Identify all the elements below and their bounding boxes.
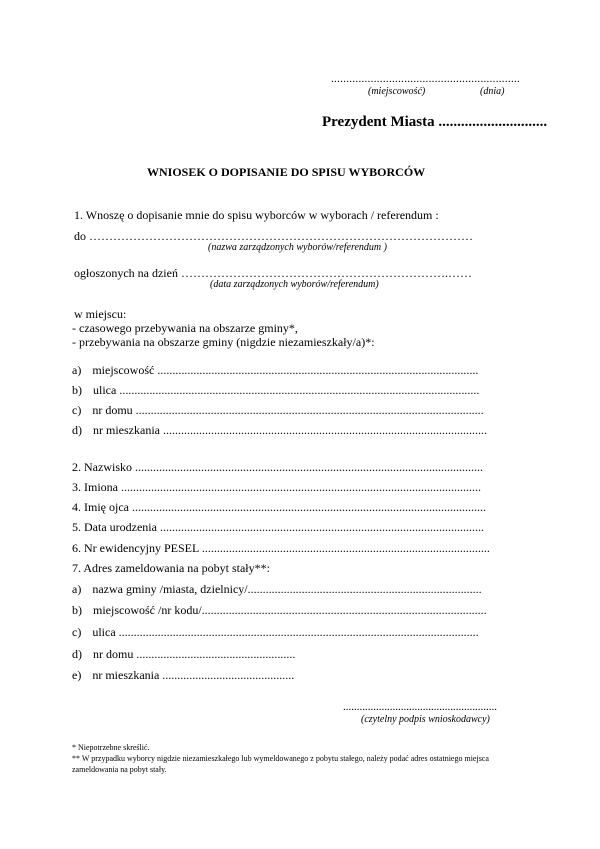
field-letter: b) [72, 603, 82, 617]
field-letter: b) [72, 383, 82, 397]
address-field-text: nr mieszkania ............................................................................................................ [93, 423, 487, 437]
registered-field-text: nazwa gminy /miasta, dzielnicy/.............................................................................. [92, 582, 482, 596]
registered-field-text: nr domu ..................................................... [93, 647, 296, 661]
footnote-2-line-2: zameldowania na pobyt stały. [72, 765, 167, 774]
election-date-field: ogłoszonych na dzień ………………………………………………………….…… [74, 266, 472, 280]
registered-field-row [72, 603, 487, 618]
field-letter: d) [72, 423, 82, 437]
election-name-caption: (nazwa zarządzonych wyborów/referendum ) [208, 242, 387, 253]
first-names-field: 3. Imiona ........................................................................................................................ [72, 480, 481, 494]
page-title: WNIOSEK O DOPISANIE DO SPISU WYBORCÓW [147, 165, 426, 179]
request-line: 1. Wnoszę o dopisanie mnie do spisu wyborców w wyborach / referendum : [74, 208, 439, 222]
place-option-homeless: - przebywania na obszarze gminy (nigdzie niezamieszkały/a)*: [72, 335, 375, 349]
signature-label: (czytelny podpis wnioskodawcy) [361, 714, 490, 725]
address-field-row [72, 403, 484, 418]
place-label: (miejscowość) [368, 86, 426, 97]
signature-dotted-line: ........................................................ [343, 701, 497, 713]
election-name-field: do …………………………………………………………………………………… [74, 229, 473, 243]
address-field-row [72, 363, 478, 378]
registered-field-row [72, 647, 295, 662]
field-letter: c) [72, 625, 82, 639]
place-label: w miejscu: [74, 307, 127, 321]
field-letter: a) [72, 582, 82, 596]
registered-address-label: 7. Adres zameldowania na pobyt stały**: [72, 561, 270, 575]
father-name-field: 4. Imię ojca ...................................................................................................................... [72, 500, 486, 514]
registered-field-row [72, 625, 479, 640]
footnote-1: * Niepotrzebne skreślić. [72, 743, 150, 752]
address-field-text: ulica ........................................................................................................................ [93, 383, 480, 397]
surname-field: 2. Nazwisko .................................................................................................................... [72, 460, 483, 474]
registered-field-text: ulica ........................................................................................................................ [92, 625, 479, 639]
field-letter: a) [72, 363, 82, 377]
registered-field-row [72, 582, 482, 597]
birth-date-field: 5. Data urodzenia ............................................................................................................ [72, 520, 484, 534]
date-label: (dnia) [480, 86, 505, 97]
address-field-text: nr domu .................................................................................................................... [92, 403, 484, 417]
address-field-row [72, 383, 479, 398]
registered-field-text: miejscowość /nr kodu/............................................................................................... [93, 603, 487, 617]
addressee: Prezydent Miasta ............................. [322, 114, 548, 130]
field-letter: c) [72, 403, 82, 417]
registered-field-row [72, 668, 294, 683]
registered-field-text: nr mieszkania ............................................ [92, 668, 295, 682]
pesel-field: 6. Nr ewidencyjny PESEL ................................................................................................ [72, 541, 490, 555]
address-field-row [72, 423, 487, 438]
place-option-temporary: - czasowego przebywania na obszarze gminy*, [72, 321, 298, 335]
address-field-text: miejscowość ........................................................................................................... [92, 363, 479, 377]
election-date-caption: (data zarządzonych wyborów/referendum) [210, 279, 379, 290]
field-letter: d) [72, 647, 82, 661]
place-date-dotted-line: .............................................................. [331, 73, 521, 85]
field-letter: e) [72, 668, 82, 682]
footnote-2-line-1: ** W przypadku wyborcy nigdzie niezamieszkałego lub wymeldowanego z pobytu stałego, należy podać adres ostatniego miejsca [72, 754, 489, 763]
